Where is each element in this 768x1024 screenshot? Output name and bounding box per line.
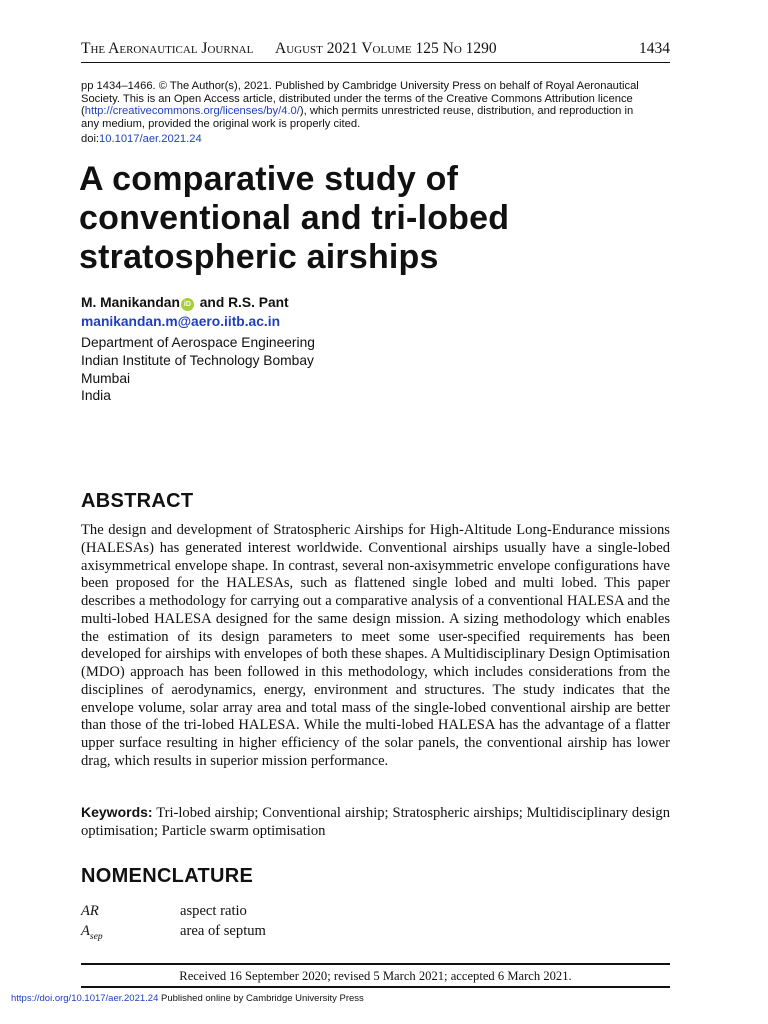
abstract-heading: ABSTRACT <box>81 490 194 512</box>
footer-rule-top <box>81 963 670 965</box>
affiliation <box>81 334 315 405</box>
affiliation-line: Indian Institute of Technology Bombay <box>81 352 314 368</box>
doi-label: doi: <box>81 133 100 145</box>
title-line: conventional and tri-lobed <box>79 199 510 237</box>
author-email[interactable]: manikandan.m@aero.iitb.ac.in <box>81 314 280 329</box>
doi-line <box>81 133 202 145</box>
footer-doi-link[interactable]: https://doi.org/10.1017/aer.2021.24 <box>11 993 159 1004</box>
abstract-text: The design and development of Stratospheric Airships for High-Altitude Long-Endurance missions (HALESAs) has generated interest worldwide. Conventional airships usually have a single-lobed axisymmetrical envelope shape. In contrast, several non-axisymmetric envelope configurations have been proposed for the HALESAs, such as flattened single lobed and multi lobed. This paper describes a methodology for carrying out a comparative analysis of a conventional HALESA and the multi-lobed HALESA designed for the same design mission. A sizing methodology which enables the estimation of its design parameters to meet some user-specified requirements has been developed for airships with envelopes of both these shapes. A Multidisciplinary Design Optimisation (MDO) approach has been followed in this methodology, which includes considerations from the disciplines of aerodynamics, energy, environment and structures. The study indicates that the envelope volume, solar array area and total mass of the single-lobed conventional airship are better than those of the tri-lobed HALESA. While the multi-lobed HALESA has the advantage of a flatter upper surface resulting in higher efficiency of the solar panels, the conventional airship has lower drag, which results in superior mission performance. <box>81 522 670 769</box>
meta-line: (http://creativecommons.org/licenses/by/4.0/), which permits unrestricted reuse, distribution, and reproduction in <box>81 105 634 118</box>
running-header <box>81 40 670 60</box>
nomenclature-definition: aspect ratio <box>180 903 247 919</box>
keywords <box>81 804 670 841</box>
header-rule <box>81 62 670 63</box>
orcid-icon[interactable]: iD <box>181 298 194 311</box>
title-line: stratospheric airships <box>79 238 439 276</box>
nomenclature-heading: NOMENCLATURE <box>81 865 254 887</box>
affiliation-line: Mumbai <box>81 370 131 386</box>
paper-title <box>79 160 679 277</box>
affiliation-line: India <box>81 388 111 404</box>
nomenclature-symbol: $A_{sep}$ <box>81 923 103 942</box>
meta-line: any medium, provided the original work is properly cited. <box>81 117 361 130</box>
meta-line: pp 1434–1466. © The Author(s), 2021. Published by Cambridge University Press on behalf of Royal Aeronautical <box>81 80 639 92</box>
title-line: A comparative study of <box>79 160 459 198</box>
issue-info: August 2021 Volume 125 No 1290 <box>275 40 497 57</box>
affiliation-line: Department of Aerospace Engineering <box>81 335 315 350</box>
nomenclature-definition: area of septum <box>180 923 266 939</box>
footer-rule-bottom <box>81 986 670 988</box>
keywords-text: Tri-lobed airship; Conventional airship; Stratospheric airships; Multidisciplinary design optimisation; Particle swarm optimisation <box>81 805 670 839</box>
keywords-label: Keywords: <box>81 804 153 820</box>
nomenclature-symbol: AR <box>81 903 99 919</box>
author-list <box>81 295 289 311</box>
received-dates: Received 16 September 2020; revised 5 March 2021; accepted 6 March 2021. <box>179 969 572 983</box>
author-name: M. Manikandan <box>81 295 180 310</box>
doi-link[interactable]: 10.1017/aer.2021.24 <box>99 133 202 145</box>
license-link[interactable]: http://creativecommons.org/licenses/by/4.0/ <box>84 105 300 118</box>
page-number: 1434 <box>639 40 670 57</box>
publication-meta <box>81 80 673 130</box>
journal-name: The Aeronautical Journal <box>81 40 254 57</box>
meta-line: Society. This is an Open Access article, distributed under the terms of the Creative Commons Attribution licence <box>81 92 633 105</box>
page-footer <box>11 993 364 1004</box>
footer-text: Published online by Cambridge University Press <box>158 993 364 1004</box>
author-name: and R.S. Pant <box>195 295 289 310</box>
